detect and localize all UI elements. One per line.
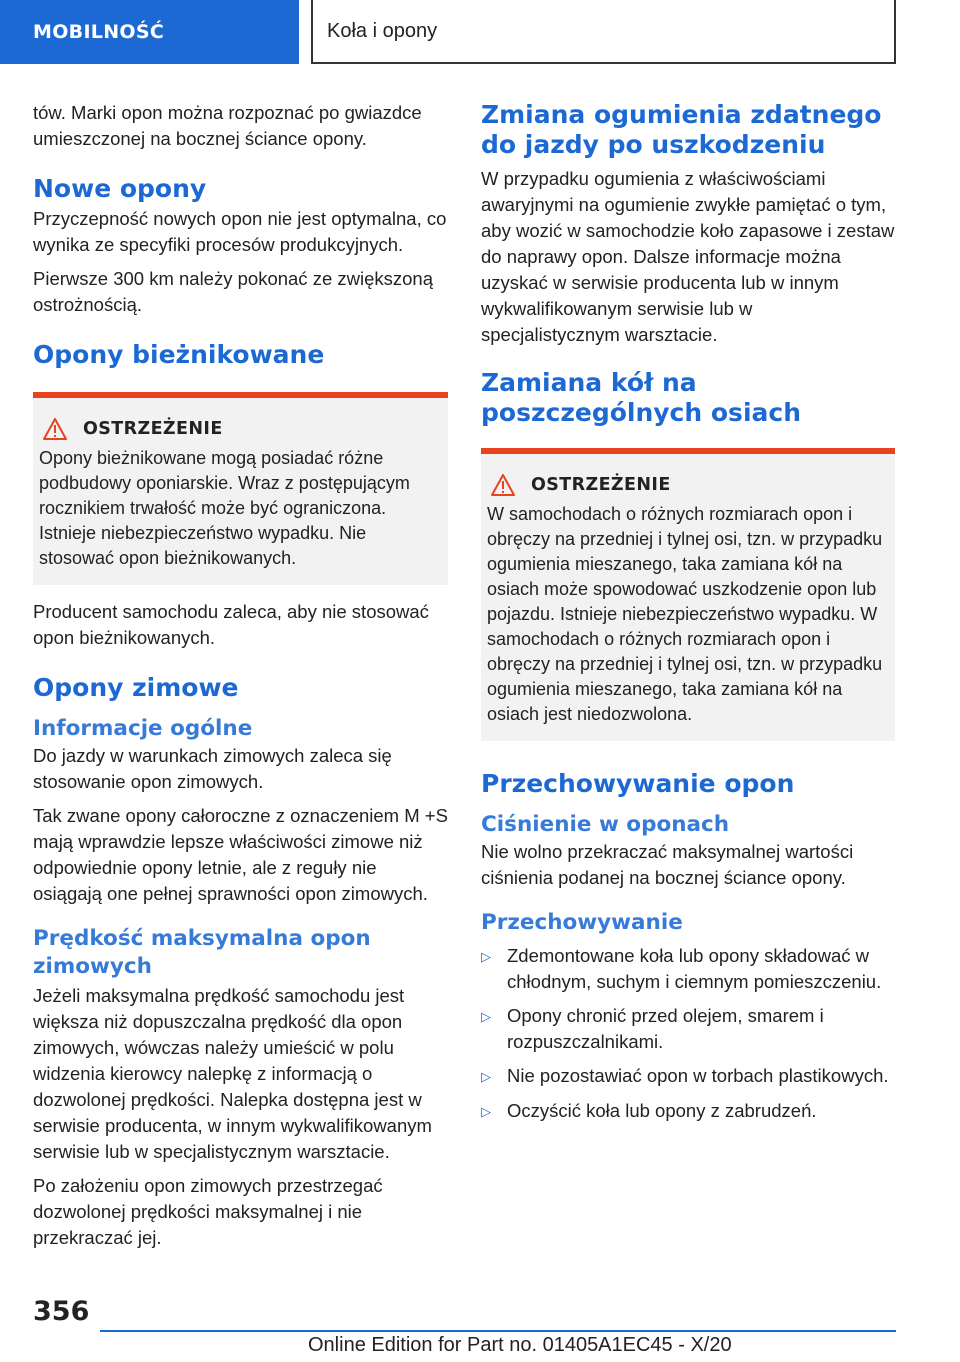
winter-speed-paragraph-1: Jeżeli maksymalna prędkość samochodu jest większa niż dopuszczalna prędkość dla opon zimowych, wówczas należy umieścić w polu widzenia kierowcy nalepkę z informacją o dozwolonej prędkości. Nalepka dostępna jest w serwisie producenta, w innym wykwalifikowanym serwisie lub w specjalistycznym warsztacie. (33, 985, 432, 1162)
storage-list (481, 943, 895, 1125)
tire-pressure-paragraph: Nie wolno przekraczać maksymalnej wartości ciśnienia podanej na bocznej ściance opony. (481, 841, 854, 888)
intro-paragraph: tów. Marki opon można rozpoznać po gwiazdce umieszczonej na bocznej ściance opony. (33, 102, 422, 149)
warning-box-retreaded (33, 392, 448, 585)
warning-title: OSTRZEŻENIE (83, 419, 223, 439)
warning-title: OSTRZEŻENIE (531, 475, 671, 495)
bullet-triangle-icon: ▷ (481, 949, 491, 964)
list-item (481, 943, 895, 995)
list-item (481, 1063, 895, 1090)
change-tires-paragraph: W przypadku ogumienia z właściwościami awaryjnymi na ogumienie zwykłe pamiętać o tym, aby wozić w samochodzie koło zapasowe i zestaw do naprawy opon. Dalsze informacje można uzyskać w serwisie producenta lub w innym wykwalifikowanym serwisie lub w specjalistycznym warsztacie. (481, 168, 895, 345)
list-item-text: Nie pozostawiać opon w torbach plastikowych. (507, 1065, 889, 1086)
heading-general-info: Informacje ogólne (33, 716, 253, 741)
heading-change-tires: Zmiana ogumienia zdatnego do jazdy po uszkodzeniu (481, 100, 882, 159)
left-column (33, 100, 448, 1259)
footer-divider (100, 1330, 896, 1332)
list-item-text: Oczyścić koła lub opony z zabrudzeń. (507, 1100, 817, 1121)
list-item (481, 1003, 895, 1055)
heading-storage: Przechowywanie (481, 910, 683, 935)
section-tab: MOBILNOŚĆ (0, 0, 299, 64)
right-column (481, 100, 895, 1133)
warning-triangle-icon (491, 474, 515, 496)
heading-swap-wheels: Zamiana kół na poszczególnych osiach (481, 368, 801, 427)
new-tires-paragraph-2: Pierwsze 300 km należy pokonać ze zwiększoną ostrożnością. (33, 268, 433, 315)
warning-box-swap (481, 448, 895, 741)
heading-winter: Opony zimowe (33, 673, 239, 702)
heading-tire-pressure: Ciśnienie w oponach (481, 812, 730, 837)
bullet-triangle-icon: ▷ (481, 1009, 491, 1024)
retreaded-after-paragraph: Producent samochodu zaleca, aby nie stosować opon bieżnikowanych. (33, 601, 429, 648)
warning-text: Opony bieżnikowane mogą posiadać różne podbudowy oponiarskie. Wraz z postępującym rocznikiem trwałość może być ograniczona. Istnieje niebezpieczeństwo wypadku. Nie stosować opon bieżnikowanych. (39, 448, 410, 568)
heading-new-tires: Nowe opony (33, 174, 207, 203)
page-title: Koła i opony (311, 0, 896, 64)
warning-triangle-icon (43, 418, 67, 440)
heading-tire-storage: Przechowywanie opon (481, 769, 795, 798)
bullet-triangle-icon: ▷ (481, 1104, 491, 1119)
warning-text: W samochodach o różnych rozmiarach opon i obręczy na przedniej i tylnej osi, tzn. w przypadku ogumienia mieszanego, taka zamiana kół na osiach może spowodować uszkodzenie opon lub pojazdu. Istnieje niebezpieczeństwo wypadku. W samochodach o różnych rozmiarach opon i obręczy na przedniej i tylnej osi, tzn. w przypadku ogumienia mieszanego, taka zamiana kół na osiach jest niedozwolona. (487, 504, 883, 724)
page-number: 356 (33, 1296, 90, 1327)
bullet-triangle-icon: ▷ (481, 1069, 491, 1084)
heading-retreaded: Opony bieżnikowane (33, 340, 325, 369)
winter-general-paragraph-1: Do jazdy w warunkach zimowych zaleca się stosowanie opon zimowych. (33, 745, 392, 792)
list-item (481, 1098, 895, 1125)
list-item-text: Zdemontowane koła lub opony składować w chłodnym, suchym i ciemnym pomieszczeniu. (507, 945, 882, 992)
list-item-text: Opony chronić przed olejem, smarem i rozpuszczalnikami. (507, 1005, 824, 1052)
new-tires-paragraph-1: Przyczepność nowych opon nie jest optymalna, co wynika ze specyfiki procesów produkcyjnych. (33, 208, 447, 255)
heading-winter-max-speed: Prędkość maksymalna opon zimowych (33, 926, 371, 979)
winter-general-paragraph-2: Tak zwane opony całoroczne z oznaczeniem M +S mają wprawdzie lepsze właściwości zimowe niż odpowiednie opony letnie, ale z reguły nie osiągają one pełnej sprawności opon zimowych. (33, 805, 448, 904)
footer-edition: Online Edition for Part no. 01405A1EC45 - X/20 (308, 1334, 732, 1356)
winter-speed-paragraph-2: Po założeniu opon zimowych przestrzegać dozwolonej prędkości maksymalnej i nie przekraczać jej. (33, 1175, 383, 1248)
